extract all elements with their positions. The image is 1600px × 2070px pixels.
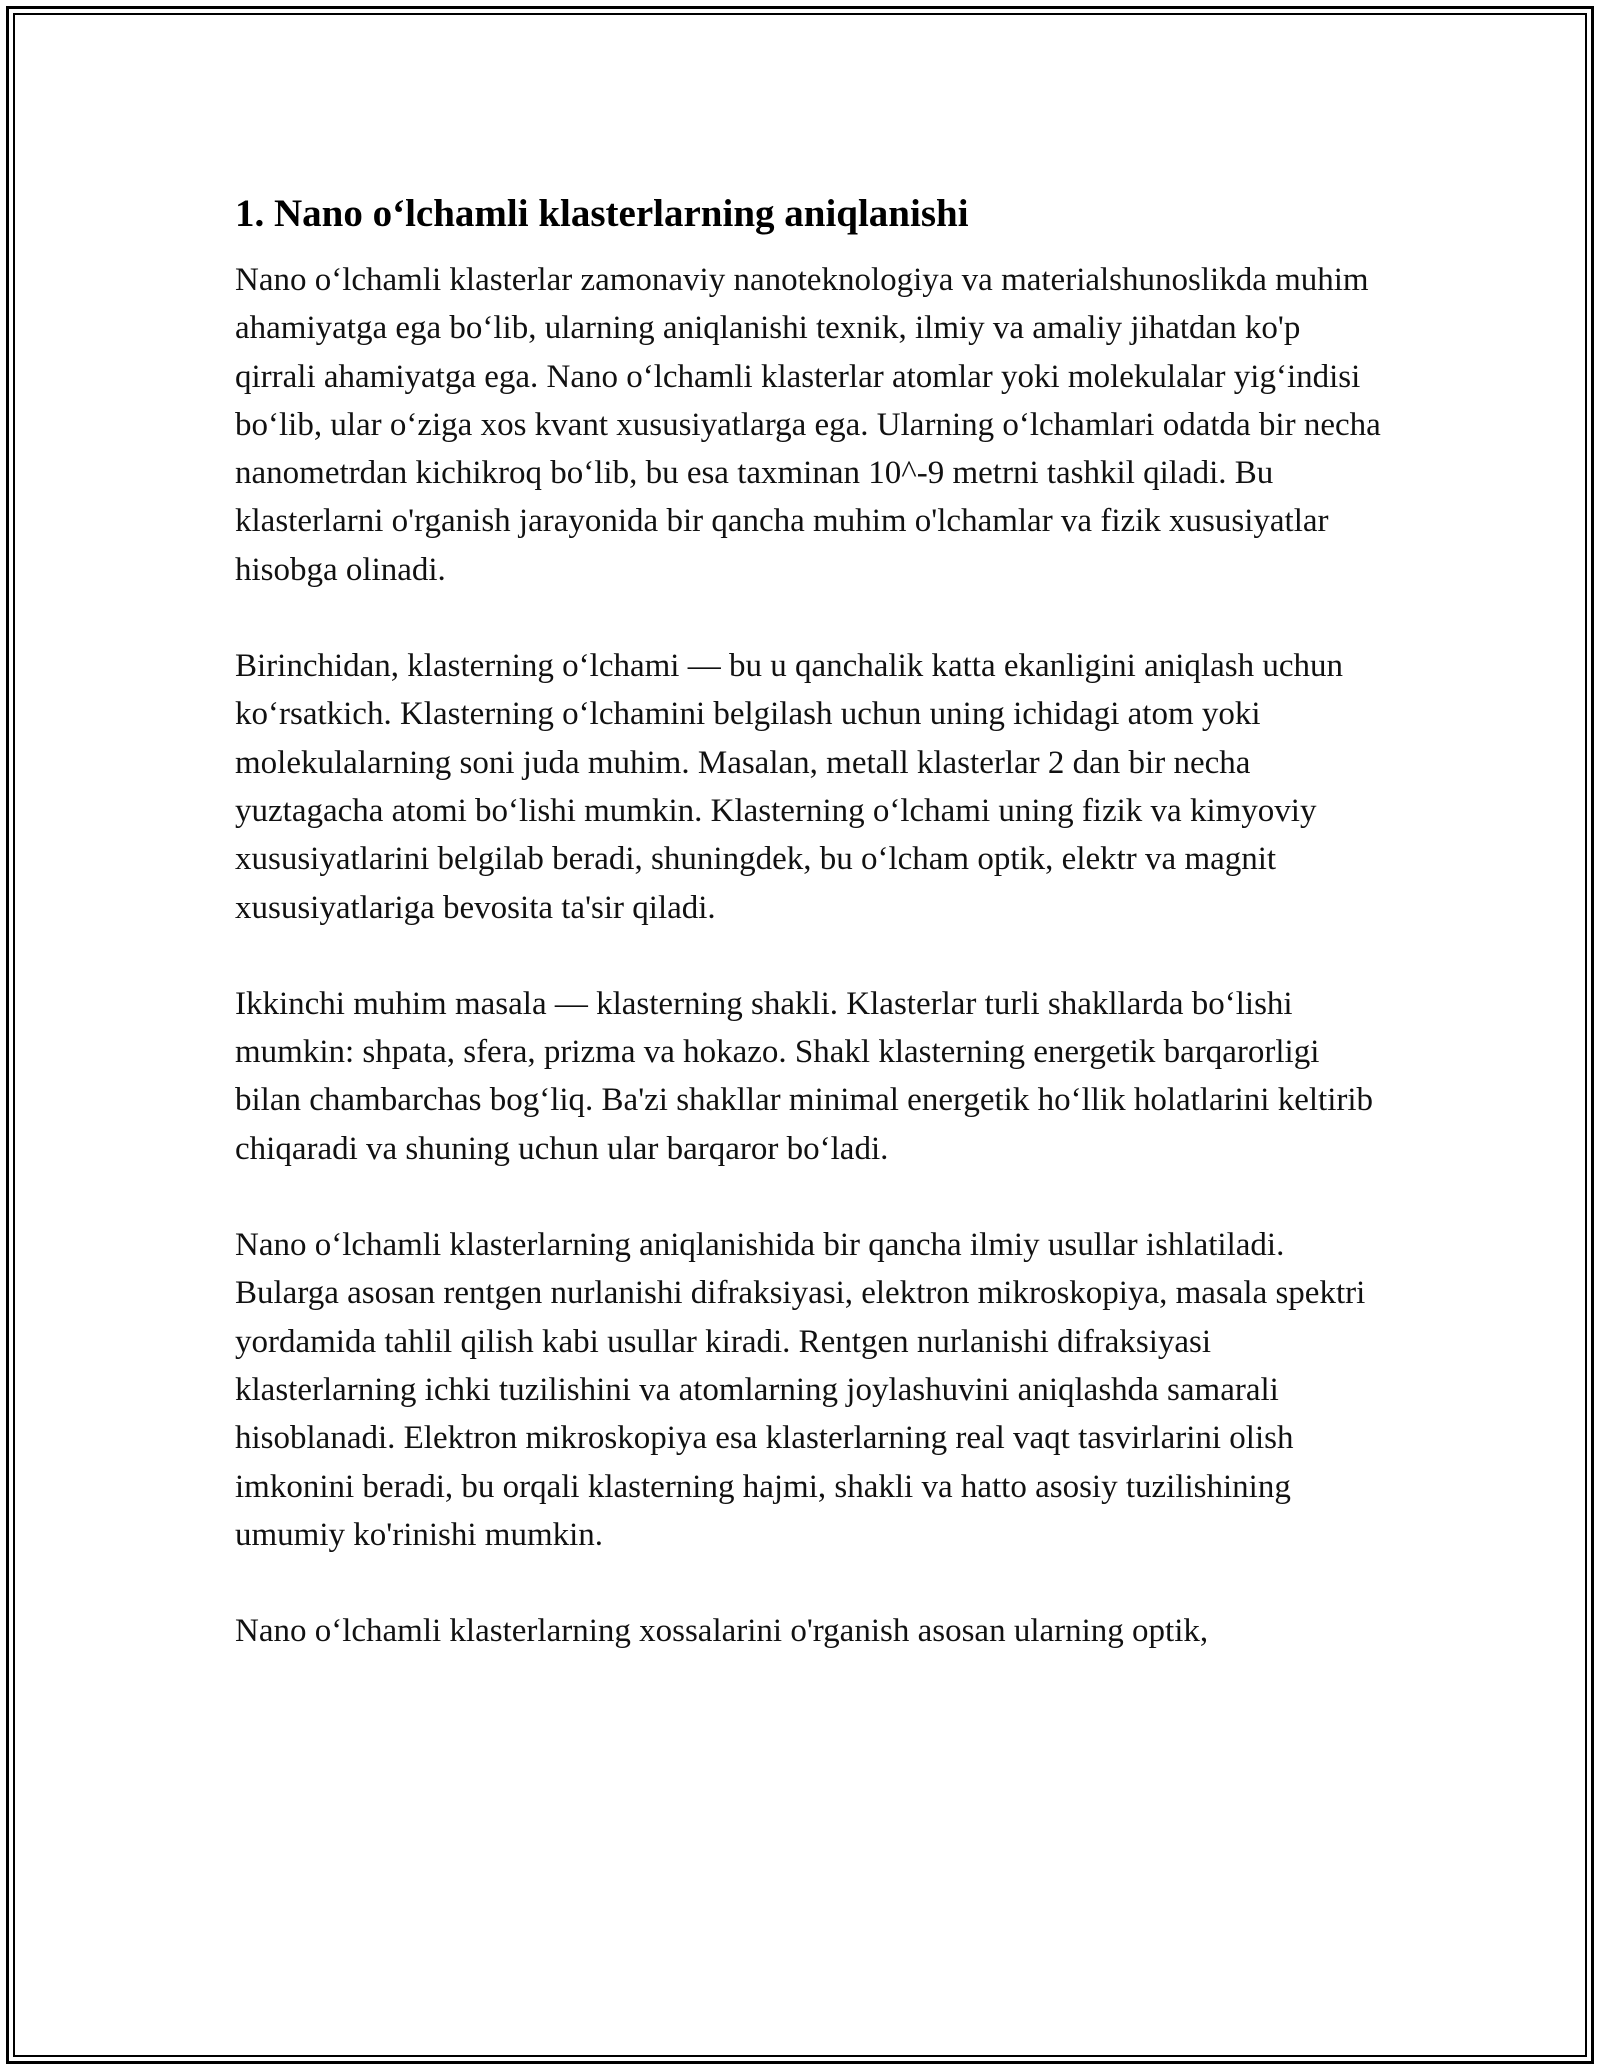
section-heading: 1. Nano o‘lchamli klasterlarning aniqlanishi (235, 192, 969, 235)
paragraph-3: Ikkinchi muhim masala — klasterning shakli. Klasterlar turli shakllarda bo‘lishi mumkin: shpata, sfera, prizma va hokazo. Shakl klasterning energetik barqarorligi bilan chambarchas bog‘liq. Ba'zi shakllar minimal energetik ho‘llik holatlarini keltirib chiqaradi va shuning uchun ular barqaror bo‘ladi. (235, 985, 1374, 1167)
paragraph-2: Birinchidan, klasterning o‘lchami — bu u qanchalik katta ekanligini aniqlash uchun ko‘rsatkich. Klasterning o‘lchamini belgilash uchun uning ichidagi atom yoki molekulalarning soni juda muhim. Masalan, metall klasterlar 2 dan bir necha yuztagacha atomi bo‘lishi mumkin. Klasterning o‘lchami uning fizik va kimyoviy xususiyatlarini belgilab beradi, shuningdek, bu o‘lcham optik, elektr va magnit xususiyatlariga bevosita ta'sir qiladi. (235, 648, 1343, 926)
paragraph-5: Nano o‘lchamli klasterlarning xossalarini o'rganish asosan ularning optik, (235, 1613, 1209, 1650)
document-body (235, 188, 1385, 1703)
paragraph-1: Nano o‘lchamli klasterlar zamonaviy nanoteknologiya va materialshunoslikda muhim ahamiyatga ega bo‘lib, ularning aniqlanishi texnik, ilmiy va amaliy jihatdan ko'p qirrali ahamiyatga ega. Nano o‘lchamli klasterlar atomlar yoki molekulalar yig‘indisi bo‘lib, ular o‘ziga xos kvant xususiyatlarga ega. Ularning o‘lchamlari odatda bir necha nanometrdan kichikroq bo‘lib, bu esa taxminan 10^-9 metrni tashkil qiladi. Bu klasterlarni o'rganish jarayonida bir qancha muhim o'lchamlar va fizik xususiyatlar hisobga olinadi. (235, 262, 1381, 588)
paragraph-4: Nano o‘lchamli klasterlarning aniqlanishida bir qancha ilmiy usullar ishlatiladi. Bularga asosan rentgen nurlanishi difraksiyasi, elektron mikroskopiya, masala spektri yordamida tahlil qilish kabi usullar kiradi. Rentgen nurlanishi difraksiyasi klasterlarning ichki tuzilishini va atomlarning joylashuvini aniqlashda samarali hisoblanadi. Elektron mikroskopiya esa klasterlarning real vaqt tasvirlarini olish imkonini beradi, bu orqali klasterning hajmi, shakli va hatto asosiy tuzilishining umumiy ko'rinishi mumkin. (235, 1227, 1366, 1553)
